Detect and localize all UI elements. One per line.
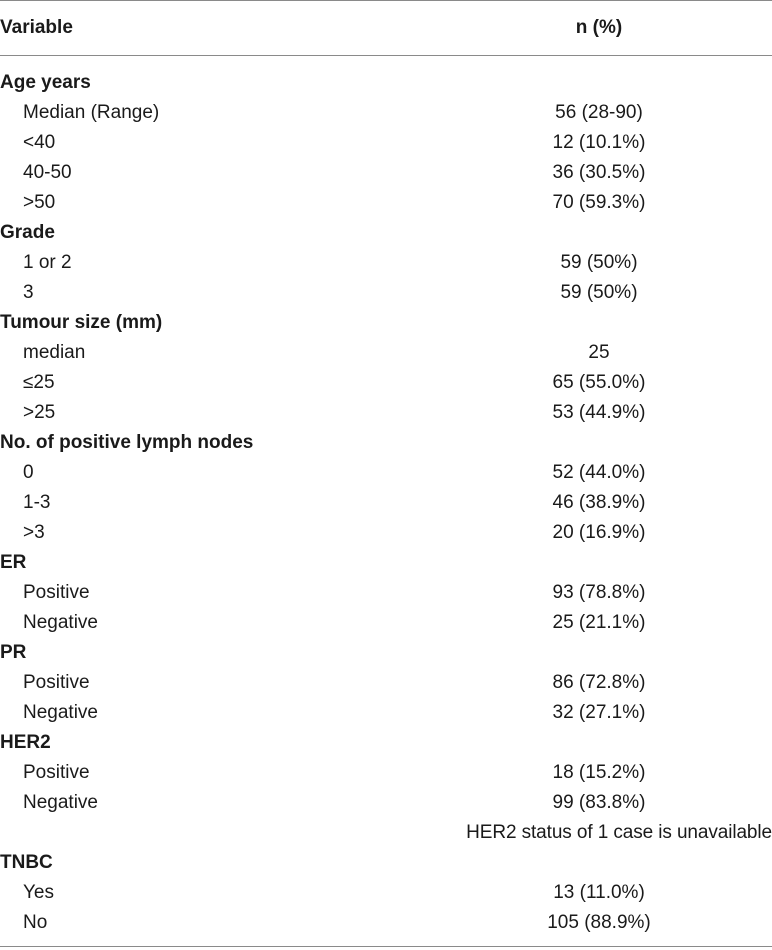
row-value: 70 (59.3%): [552, 192, 646, 213]
row-label: Positive: [23, 672, 90, 693]
row-value: 25: [588, 342, 610, 363]
section-label: HER2: [0, 732, 51, 753]
table-row: [0, 98, 772, 128]
section-row: [0, 428, 772, 458]
row-value: 13 (11.0%): [553, 882, 645, 903]
row-label: Negative: [23, 612, 98, 633]
table-row: [0, 398, 772, 428]
row-label: >50: [23, 192, 56, 213]
section-row: [0, 848, 772, 878]
row-label: <40: [23, 132, 56, 153]
row-value: 12 (10.1%): [552, 132, 646, 153]
row-label: 1 or 2: [23, 252, 72, 273]
row-label: >25: [23, 402, 56, 423]
table-row: [0, 878, 772, 908]
table-row: [0, 518, 772, 548]
row-label: Negative: [23, 792, 98, 813]
row-value: 25 (21.1%): [552, 612, 646, 633]
row-value: 59 (50%): [560, 252, 638, 273]
row-label: Negative: [23, 702, 98, 723]
note-text: HER2 status of 1 case is unavailable: [466, 822, 772, 843]
section-label: Age years: [0, 72, 91, 93]
table-row: [0, 758, 772, 788]
table-header: [0, 13, 772, 43]
bottom-rule: [0, 946, 772, 947]
row-label: 0: [23, 462, 34, 483]
row-value: 52 (44.0%): [552, 462, 646, 483]
header-variable: Variable: [0, 17, 73, 38]
table-row: [0, 368, 772, 398]
table-row: [0, 608, 772, 638]
section-row: [0, 218, 772, 248]
row-value: 36 (30.5%): [552, 162, 646, 183]
table-row: [0, 788, 772, 818]
top-rule: [0, 0, 772, 1]
table-row: [0, 578, 772, 608]
section-label: Grade: [0, 222, 55, 243]
header-rule: [0, 55, 772, 56]
section-label: Tumour size (mm): [0, 312, 163, 333]
row-label: 40-50: [23, 162, 72, 183]
table-row: [0, 128, 772, 158]
row-value: 46 (38.9%): [552, 492, 646, 513]
table-row: [0, 278, 772, 308]
table-row: [0, 698, 772, 728]
table-row: [0, 188, 772, 218]
section-row: [0, 638, 772, 668]
row-value: 20 (16.9%): [552, 522, 646, 543]
table-row: [0, 458, 772, 488]
section-row: [0, 68, 772, 98]
row-value: 99 (83.8%): [552, 792, 646, 813]
section-row: [0, 308, 772, 338]
row-value: 53 (44.9%): [552, 402, 646, 423]
row-value: 56 (28-90): [555, 102, 643, 123]
row-label: ≤25: [23, 372, 55, 393]
row-value: 59 (50%): [560, 282, 638, 303]
section-label: ER: [0, 552, 27, 573]
row-value: 86 (72.8%): [552, 672, 646, 693]
table-row: [0, 248, 772, 278]
row-label: 1-3: [23, 492, 51, 513]
row-value: 105 (88.9%): [547, 912, 651, 933]
section-label: TNBC: [0, 852, 53, 873]
row-label: No: [23, 912, 48, 933]
section-row: [0, 548, 772, 578]
row-value: 32 (27.1%): [552, 702, 646, 723]
row-label: >3: [23, 522, 45, 543]
row-label: Positive: [23, 762, 90, 783]
table-row: [0, 668, 772, 698]
table-row: [0, 158, 772, 188]
row-label: 3: [23, 282, 34, 303]
row-label: Median (Range): [23, 102, 160, 123]
note-row: [0, 818, 772, 848]
table-row: [0, 338, 772, 368]
header-value: n (%): [575, 17, 623, 38]
row-value: 93 (78.8%): [552, 582, 646, 603]
row-value: 18 (15.2%): [552, 762, 646, 783]
section-label: No. of positive lymph nodes: [0, 432, 254, 453]
row-label: Yes: [23, 882, 54, 903]
table-row: [0, 488, 772, 518]
row-label: Positive: [23, 582, 90, 603]
section-label: PR: [0, 642, 27, 663]
row-value: 65 (55.0%): [552, 372, 646, 393]
row-label: median: [23, 342, 86, 363]
section-row: [0, 728, 772, 758]
table-row: [0, 908, 772, 938]
